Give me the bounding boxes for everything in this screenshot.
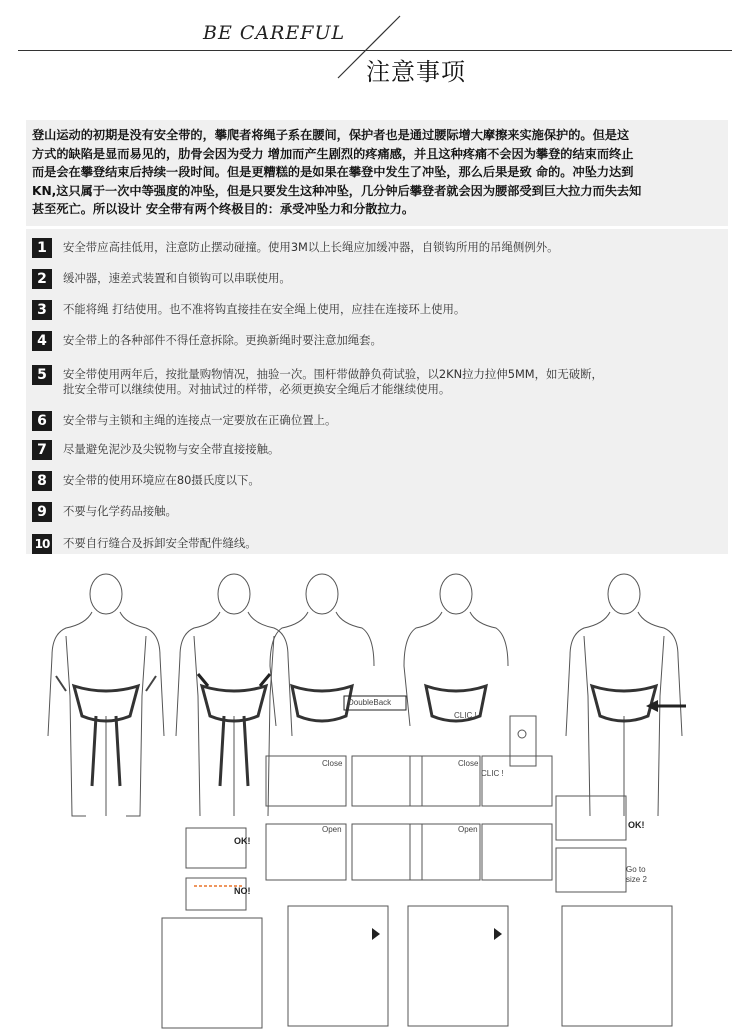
header-title-en: BE CAREFUL: [203, 22, 346, 44]
label-close-2: Close: [458, 759, 479, 768]
rule-text: 不能将绳 打结使用。也不准将钩直接挂在安全绳上使用，应挂在连接环上使用。: [63, 302, 466, 316]
rule-item: [32, 238, 558, 258]
rule-item: [32, 300, 465, 320]
rule-item: [32, 365, 603, 397]
label-click-1: CLIC !: [454, 711, 477, 720]
intro-line: 甚至死亡。所以设计 安全带有两个终极目的：承受冲坠力和分散拉力。: [32, 202, 415, 217]
person-figure-1: [48, 574, 164, 816]
label-no: NO!: [234, 886, 251, 896]
rule-number: 5: [32, 365, 52, 385]
doubleback-panel-1: [288, 906, 388, 1026]
rule-number: 7: [32, 440, 52, 460]
intro-line: 登山运动的初期是没有安全带的，攀爬者将绳子系在腰间，保护者也是通过腰际增大摩擦来实施保护的。但是这: [32, 128, 630, 142]
arrow-icon: [494, 928, 502, 940]
rule-text: 不要与化学药品接触。: [63, 504, 177, 518]
rules-list: [26, 229, 728, 554]
intro-box: [26, 120, 728, 226]
rule-text: 缓冲器，速差式装置和自锁钩可以串联使用。: [63, 271, 291, 285]
person-figure-5: [566, 574, 686, 816]
leg-loop-ok: [556, 796, 626, 840]
page-header: [0, 0, 750, 110]
label-click-2: CLIC !: [481, 769, 504, 778]
label-doubleback: DoubleBack: [348, 698, 392, 707]
rule-text: 不要自行缝合及拆卸安全带配件缝线。: [63, 536, 257, 550]
intro-line: 方式的缺陷是显而易见的，肋骨会因为受力 增加而产生剧烈的疼痛感，并且这种疼痛不会因为攀登的结束而终止: [32, 146, 634, 161]
rule-item: [32, 269, 291, 289]
leg-buckle-panel: [562, 906, 672, 1026]
harness-instructions-drawing: [26, 566, 728, 1036]
buckle-close-2: [352, 756, 422, 806]
intro-text: [32, 126, 728, 219]
buckle-open-4: [482, 824, 552, 880]
rule-item: [32, 534, 257, 554]
rule-number: 3: [32, 300, 52, 320]
rule-text: 安全带上的各种部件不得任意拆除。更换新绳时要注意加绳套。: [63, 333, 382, 347]
label-ok-2: OK!: [234, 836, 251, 846]
label-close-1: Close: [322, 759, 343, 768]
label-ok-1: OK!: [628, 820, 645, 830]
rule-text: 安全带应高挂低用，注意防止摆动碰撞。使用3M以上长绳应加缓冲器，自锁钩所用的吊绳侧例外。: [63, 240, 559, 254]
label-open-1: Open: [322, 825, 342, 834]
buckle-open-2: [352, 824, 422, 880]
rule-number: 10: [32, 534, 52, 554]
rule-number: 4: [32, 331, 52, 351]
intro-line: 而是会在攀登结束后持续一段时间。但是更糟糕的是如果在攀登中发生了冲坠，那么后果是致 命的。冲坠力达到: [32, 165, 634, 180]
arrow-icon: [372, 928, 380, 940]
rule-number: 2: [32, 269, 52, 289]
person-figure-2: [176, 574, 292, 816]
person-figure-4: [404, 574, 536, 766]
rule-text: 安全带使用两年后，按批量购物情况，抽验一次。围杆带做静负荷试验，以2KN拉力拉伸5MM，如无破断， 批安全带可以继续使用。对抽试过的样带，必须更换安全绳后才能继续使用。: [63, 367, 603, 396]
rule-text: 尽量避免泥沙及尖锐物与安全带直接接触。: [63, 442, 280, 456]
rule-text: 安全带与主锁和主绳的连接点一定要放在正确位置上。: [63, 413, 337, 427]
rule-item: [32, 502, 177, 522]
rule-number: 8: [32, 471, 52, 491]
rule-item: [32, 440, 279, 460]
rule-item: [32, 471, 260, 491]
leg-loop-size: [556, 848, 626, 892]
label-goto-1: Go to: [626, 865, 646, 874]
intro-line: KN,这只属于一次中等强度的冲坠，但是只要发生这种冲坠，几分钟后攀登者就会因为腰部受到巨大拉力而失去知: [32, 183, 642, 198]
rule-number: 1: [32, 238, 52, 258]
header-title-cn: 注意事项: [366, 58, 466, 86]
harness-check-ok: [186, 828, 246, 868]
doubleback-panel-2: [408, 906, 508, 1026]
label-open-2: Open: [458, 825, 478, 834]
harness-illustration: [26, 566, 728, 1036]
rule-text: 安全带的使用环境应在80摄氏度以下。: [63, 473, 260, 487]
waist-adjust-panel: [162, 918, 262, 1028]
rule-item: [32, 411, 336, 431]
label-goto-2: size 2: [626, 875, 647, 884]
rule-number: 6: [32, 411, 52, 431]
rule-item: [32, 331, 382, 351]
buckle-close-4: [482, 756, 552, 806]
rule-number: 9: [32, 502, 52, 522]
